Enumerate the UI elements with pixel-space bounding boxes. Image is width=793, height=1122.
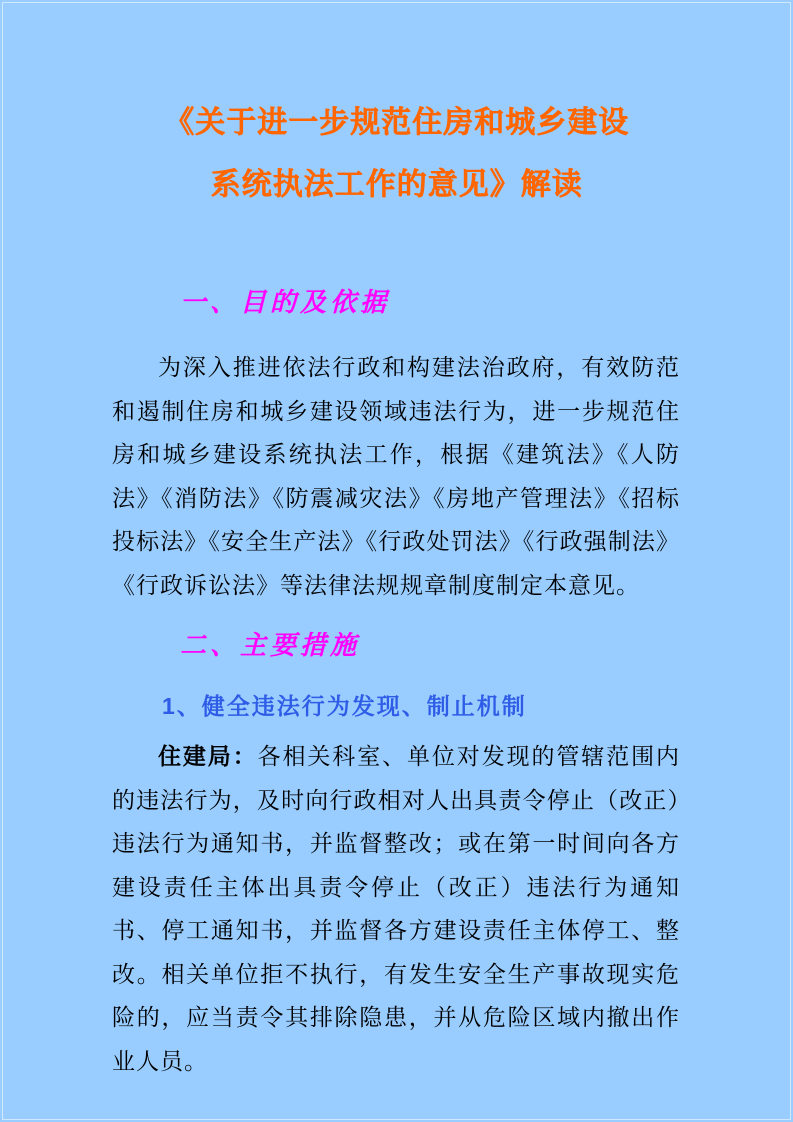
section-1-heading: 一、目的及依据 bbox=[180, 288, 391, 318]
section-2-paragraph-text: 各相关科室、单位对发现的管辖范围内的违法行为，及时向行政相对人出具责令停止（改正）违法行为通知书，并监督整改；或在第一时间向各方建设责任主体出具责令停止（改正）违法行为通知书、停工通知书，并监督各方建设责任主体停工、整改。相关单位拒不执行，有发生安全生产事故现实危险的，应当责令其排除隐患，并从危险区域内撤出作业人员。 bbox=[112, 744, 681, 1075]
section-1-paragraph: 为深入推进依法行政和构建法治政府，有效防范和遏制住房和城乡建设领域违法行为，进一步规范住房和城乡建设系统执法工作，根据《建筑法》《人防法》《消防法》《防震减灾法》《房地产管理法》《招标投标法》《安全生产法》《行政处罚法》《行政强制法》《行政诉讼法》等法律法规规章制度制定本意见。 bbox=[112, 355, 680, 599]
section-2-subheading: 1、健全违法行为发现、制止机制 bbox=[162, 693, 527, 719]
title-line-1: 《关于进一步规范住房和城乡建设 bbox=[164, 105, 629, 140]
title-line-2: 系统执法工作的意见》解读 bbox=[210, 167, 583, 202]
agency-lead-label: 住建局： bbox=[158, 743, 258, 769]
section-2-heading: 二、主要措施 bbox=[180, 631, 361, 661]
section-2-paragraph bbox=[112, 735, 680, 1084]
document-title bbox=[0, 0, 793, 216]
